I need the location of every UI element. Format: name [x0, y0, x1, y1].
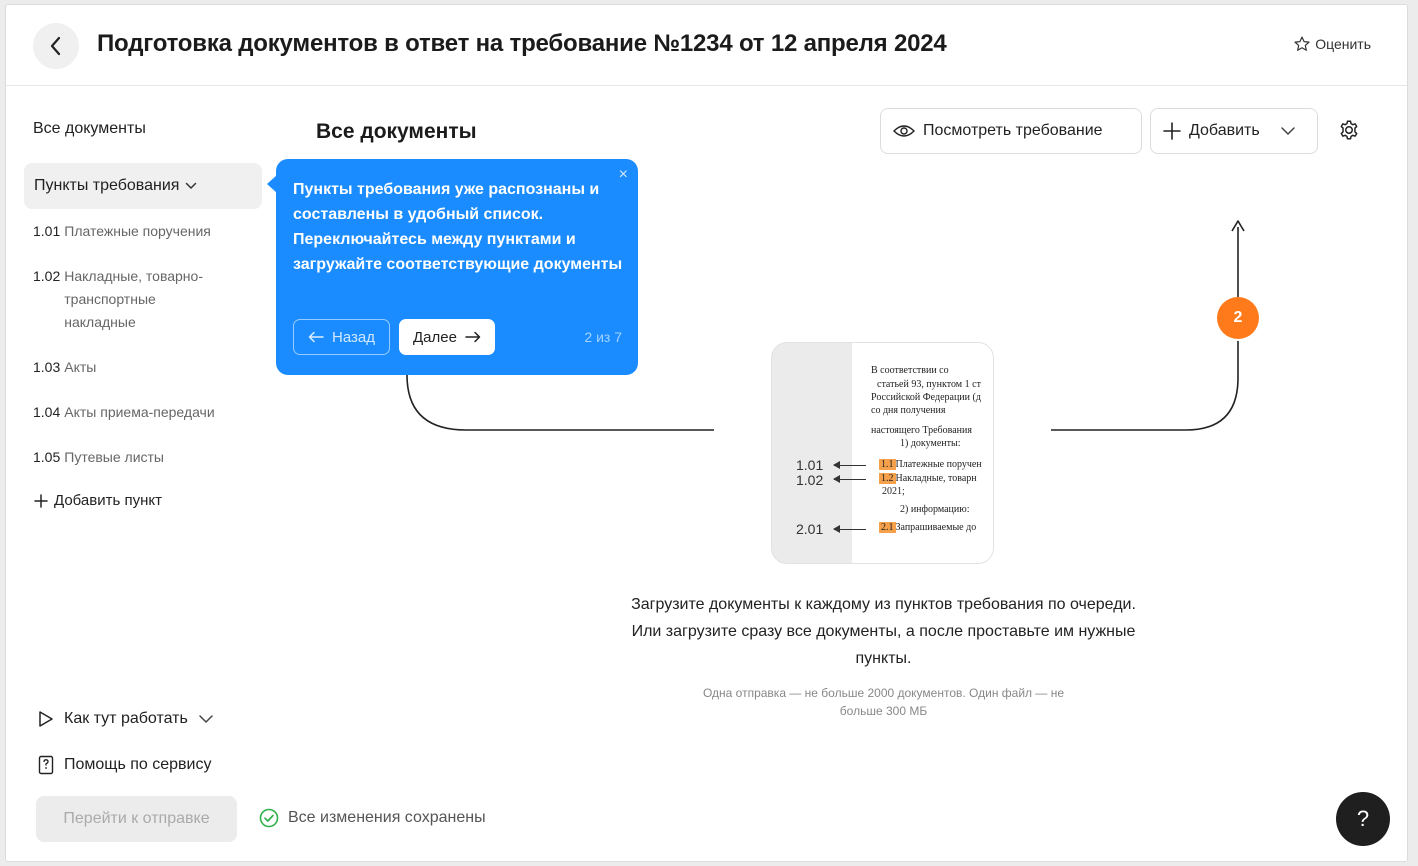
request-document-preview	[771, 342, 994, 564]
close-icon[interactable]: ×	[618, 166, 628, 183]
doc-highlight: 1.1	[881, 459, 894, 470]
tooltip-back-button[interactable]	[293, 319, 390, 355]
rate-label: Оценить	[1315, 36, 1371, 52]
add-label: Добавить	[1189, 122, 1260, 139]
saved-status-text: Все изменения сохранены	[288, 809, 486, 826]
sidebar-item-label: Накладные, товарно-транспортные накладные	[64, 268, 203, 330]
sidebar-item-label: Акты	[64, 359, 97, 375]
step-badge: 2	[1217, 297, 1259, 339]
sidebar-item-label: Акты приема-передачи	[64, 404, 215, 420]
add-point-label: Добавить пункт	[54, 492, 162, 509]
onboarding-tooltip	[276, 159, 638, 375]
tooltip-step-counter: 2 из 7	[584, 329, 622, 345]
sidebar-item-label: Платежные поручения	[64, 223, 211, 239]
point-number: 1.01	[796, 457, 824, 473]
point-number: 1.02	[796, 472, 824, 488]
tooltip-next-button[interactable]	[399, 319, 495, 355]
sidebar-all-documents[interactable]: Все документы	[33, 120, 146, 137]
doc-line-text: Накладные, товарн	[895, 473, 977, 484]
illustration-connectors	[6, 5, 1408, 862]
tooltip-pointer	[267, 175, 277, 193]
arrow-left-icon	[834, 479, 866, 480]
arrow-left-icon	[308, 331, 324, 343]
doc-line: настоящего Требования	[871, 425, 972, 436]
page-title: Подготовка документов в ответ на требование №1234 от 12 апреля 2024	[97, 30, 947, 57]
sidebar-item-num: 1.05	[33, 449, 61, 465]
upload-instructions: Загрузите документы к каждому из пунктов требования по очереди. Или загрузите сразу все документы, а после проставьте им нужные пункты.	[631, 596, 1136, 667]
sidebar-item-num: 1.04	[33, 404, 61, 420]
tooltip-back-label: Назад	[332, 328, 375, 346]
doc-line: 1) документы:	[900, 438, 961, 449]
doc-line-text: Платежные поручен	[895, 459, 982, 470]
sidebar-item-label: Путевые листы	[64, 449, 164, 465]
doc-line: 2021;	[882, 486, 905, 497]
help-label: Помощь по сервису	[64, 756, 212, 773]
tooltip-next-label: Далее	[413, 328, 457, 346]
doc-highlight: 1.2	[881, 473, 894, 484]
arrow-left-icon	[834, 529, 866, 530]
document-page	[852, 343, 994, 564]
doc-line: 2) информацию:	[900, 504, 970, 515]
arrow-left-icon	[834, 465, 866, 466]
view-request-label: Посмотреть требование	[923, 122, 1103, 139]
doc-line-highlighted	[879, 473, 977, 484]
doc-line-text: Запрашиваемые до	[895, 522, 977, 533]
doc-line-highlighted	[879, 459, 982, 470]
point-number: 2.01	[796, 521, 824, 537]
sidebar-item-num: 1.03	[33, 359, 61, 375]
go-to-send-button[interactable]: Перейти к отправке	[36, 796, 237, 842]
arrow-right-icon	[465, 331, 481, 343]
tooltip-text: Пункты требования уже распознаны и составлены в удобный список. Переключайтесь между пунктами и загружайте соответствующие документы	[293, 181, 623, 273]
sidebar-group-label: Пункты требования	[34, 177, 180, 194]
doc-line: со дня получения	[871, 405, 946, 416]
app-window	[5, 4, 1408, 862]
main-title: Все документы	[316, 120, 477, 143]
sidebar-item-num: 1.02	[33, 268, 61, 284]
doc-line-highlighted	[879, 522, 976, 533]
doc-line: статьей 93, пунктом 1 ст	[877, 379, 981, 390]
doc-line: Российской Федерации (д	[871, 392, 981, 403]
how-it-works-label: Как тут работать	[64, 710, 188, 727]
help-fab-button[interactable]: ?	[1336, 792, 1390, 846]
sidebar-item-num: 1.01	[33, 223, 61, 239]
upload-limits-note: Одна отправка — не больше 2000 документов. Один файл — не больше 300 МБ	[702, 686, 1065, 718]
doc-highlight: 2.1	[881, 522, 894, 533]
doc-line: В соответствии со	[871, 365, 949, 376]
